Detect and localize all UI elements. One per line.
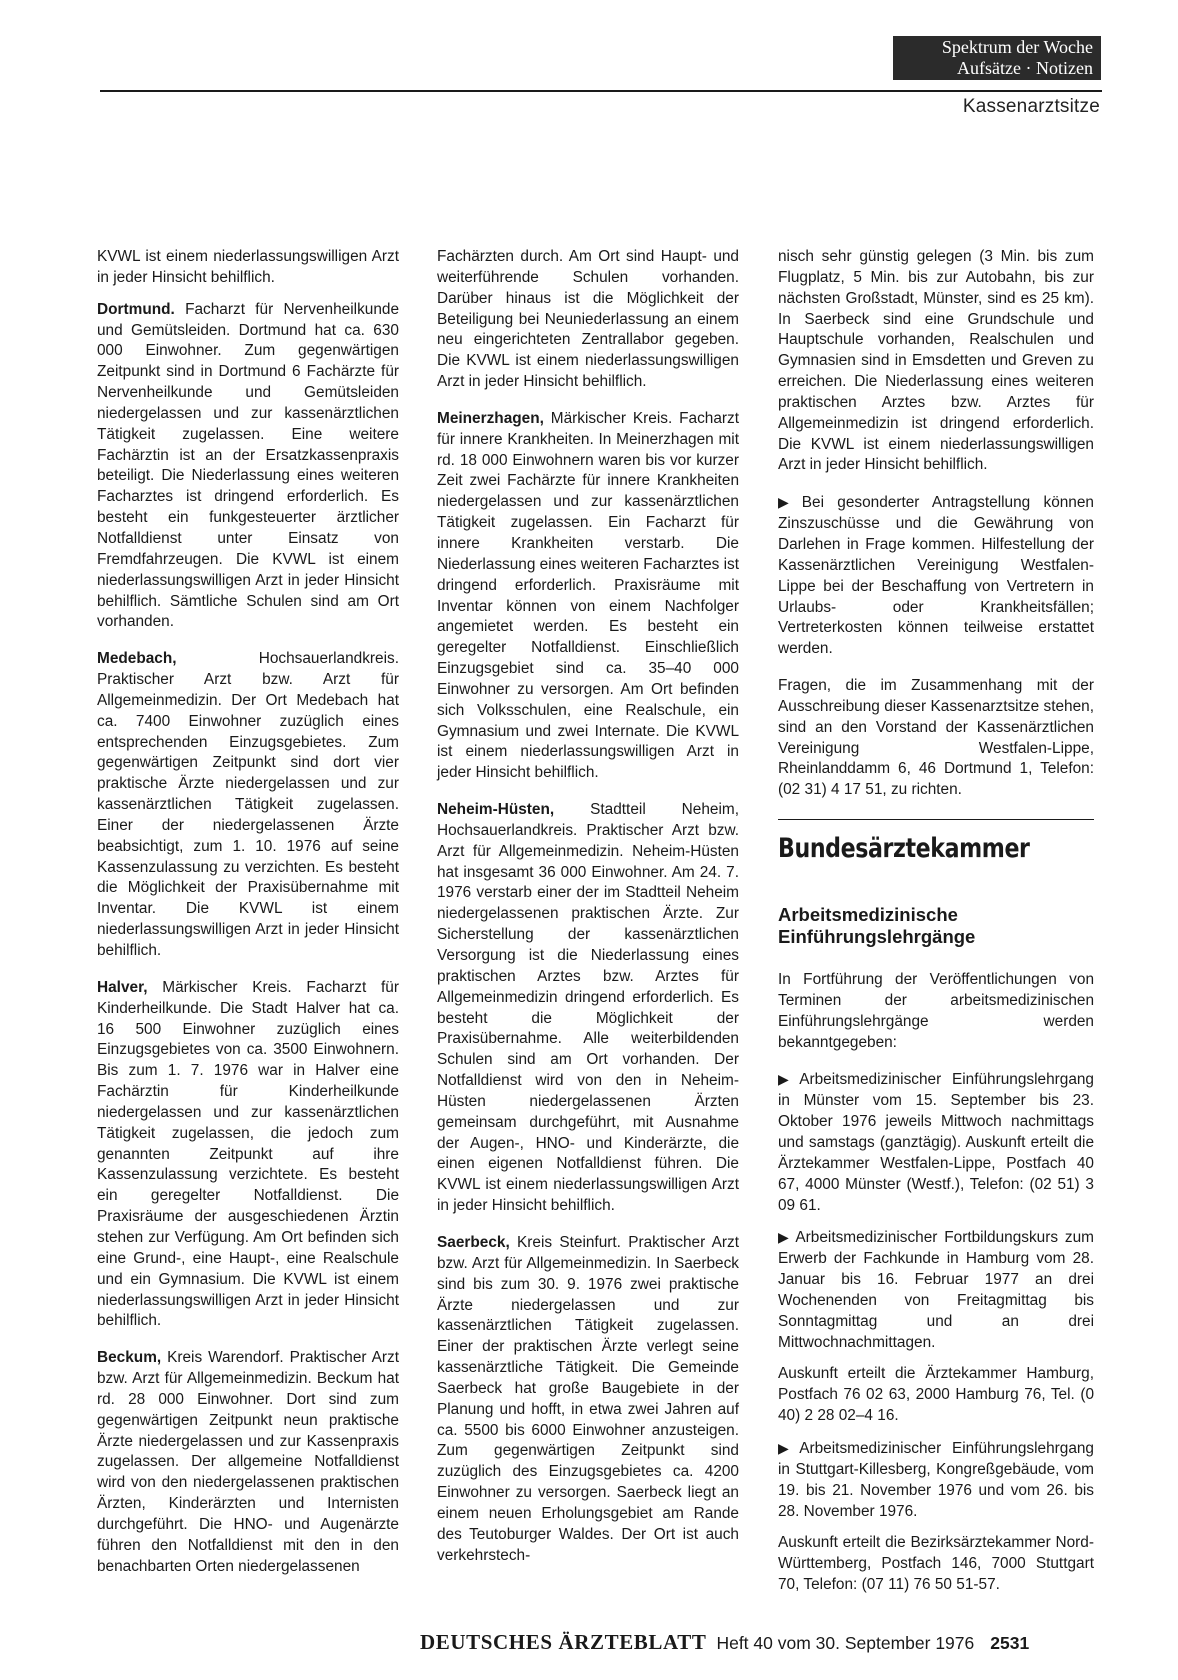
courses-intro: In Fortführung der Veröffentlichungen von Terminen der arbeitsmedizinischen Einführungslehrgänge werden bekanntgegeben:	[778, 971, 1094, 1051]
header-rule	[100, 90, 1102, 92]
issue-info: Heft 40 vom 30. September 1976	[716, 1633, 975, 1653]
course-stuttgart-info: Auskunft erteilt die Bezirksärztekammer Nord-Württemberg, Postfach 146, 7000 Stuttgart 70, Telefon: (07 11) 76 50 51-57.	[778, 1534, 1094, 1594]
course-text: Arbeitsmedizinischer Fortbildungskurs zum Erwerb der Fachkunde in Hamburg vom 28. Januar bis 16. Februar 1977 an drei Wochenenden von Freitagmittag bis Sonntagmittag und an drei Mittwochnachmittagen.	[778, 1229, 1094, 1351]
listing-place: Neheim-Hüsten,	[437, 801, 555, 819]
funding-notice	[778, 492, 1094, 660]
listing-meinerzhagen	[437, 409, 739, 784]
listing-text: Stadtteil Neheim, Hochsauerlandkreis. Praktischer Arzt bzw. Arzt für Allgemeinmedizin. Neheim-Hüsten hat insgesamt 36 000 Einwohner. Am 24. 7. 1976 verstarb einer der im Stadtteil Neheim niedergelassenen praktischen Ärzte. Zur Sicherstellung der kassenärztlichen Versorgung ist die Niederlassung eines praktischen Arztes bzw. Arztes für Allgemeinmedizin dringend erforderlich. Es besteht die Möglichkeit der Praxisübernahme. Alle weiterbildenden Schulen sind am Ort vorhanden. Der Notfalldienst wird von den in Neheim-Hüsten niedergelassenen Ärzten gemeinsam durchgeführt, mit Ausnahme der Augen-, HNO- und Kinderärzte, die einen eigenen Notfalldienst führen. Die KVWL ist einem niederlassungswilligen Arzt in jeder Hinsicht behilflich.	[437, 801, 739, 1215]
section-heading-bundesaerztekammer: Bundesärztekammer	[778, 833, 1030, 865]
listing-place: Beckum,	[97, 1349, 162, 1367]
section-badge	[893, 36, 1101, 80]
funding-notice-text: Bei gesonderter Antragstellung können Zinszuschüsse und die Gewährung von Darlehen in Frage kommen. Hilfestellung der Kassenärztlichen Vereinigung Westfalen-Lippe bei der Beschaffung von Vertretern in Urlaubs- oder Krankheitsfällen; Vertreterkosten können teilweise erstattet werden.	[778, 494, 1094, 658]
section-label: Kassenarztsitze	[962, 96, 1100, 117]
listing-neheim-huesten	[437, 800, 739, 1217]
course-hamburg-info: Auskunft erteilt die Ärztekammer Hamburg, Postfach 76 02 63, 2000 Hamburg 76, Tel. (0 40) 2 28 02–4 16.	[778, 1365, 1094, 1425]
listing-dortmund	[97, 300, 399, 634]
listing-place: Dortmund.	[97, 300, 175, 318]
column-1-intro: KVWL ist einem niederlassungswilligen Arzt in jeder Hinsicht behilflich.	[97, 248, 399, 286]
listing-place: Medebach,	[97, 650, 177, 668]
badge-line-2: Aufsätze · Notizen	[957, 58, 1093, 78]
badge-line-1: Spektrum der Woche	[941, 37, 1093, 57]
listing-saerbeck	[437, 1233, 739, 1567]
section-divider	[778, 819, 1094, 820]
course-muenster	[778, 1069, 1094, 1216]
subheading-line-1: Arbeitsmedizinische	[778, 904, 958, 926]
listing-place: Meinerzhagen,	[437, 409, 544, 427]
subheading-line-2: Einführungslehrgänge	[778, 926, 976, 948]
journal-title: DEUTSCHES ÄRZTEBLATT	[420, 1630, 707, 1654]
course-stuttgart	[778, 1438, 1094, 1522]
listing-text: Facharzt für Nervenheilkunde und Gemütsleiden. Dortmund hat ca. 630 000 Einwohner. Zum gegenwärtigen Zeitpunkt sind in Dortmund 6 Fachärzte für Nervenheilkunde und Gemütsleiden niedergelassen und zur kassenärztlichen Tätigkeit zugelassen. Eine weitere Fachärztin ist an der Ersatzkassenpraxis beteiligt. Die Niederlassung eines weiteren Facharztes ist dringend erforderlich. Es besteht ein funkgesteuerter ärztlicher Notfalldienst unter Einsatz von Fremdfahrzeugen. Die KVWL ist einem niederlassungswilligen Arzt in jeder Hinsicht behilflich. Sämtliche Schulen sind am Ort vorhanden.	[97, 300, 400, 631]
listing-text: Märkischer Kreis. Facharzt für Kinderheilkunde. Die Stadt Halver hat ca. 16 500 Einwohner zuzüglich eines Einzugsgebietes von ca. 3500 Einwohnern. Bis zum 1. 7. 1976 war in Halver eine Fachärztin für Kinderheilkunde niedergelassen und zur kassenärztlichen Tätigkeit zugelassen, die jedoch zum genannten Zeitpunkt auf ihre Kassenzulassung verzichtete. Es besteht ein geregelter Notfalldienst. Die Praxisräume der ausgeschiedenen Ärztin stehen zur Verfügung. Am Ort befinden sich eine Grund-, eine Haupt-, eine Realschule und ein Gymnasium. Die KVWL ist einem niederlassungswilligen Arzt in jeder Hinsicht behilflich.	[97, 978, 399, 1330]
listing-text: Kreis Steinfurt. Praktischer Arzt bzw. Arzt für Allgemeinmedizin. In Saerbeck sind bis zum 30. 9. 1976 zwei praktische Ärzte niedergelassen und zur kassenärztlichen Tätigkeit zugelassen. Einer der praktischen Ärzte verlegt seine kassenärztliche Tätigkeit. Die Gemeinde Saerbeck hat große Baugebiete in der Planung und hofft, in etwa zwei Jahren auf ca. 5500 bis 6000 Einwohner anzusteigen. Zum gegenwärtigen Zeitpunkt sind zuzüglich des Einzugsgebietes ca. 4200 Einwohner zu versorgen. Saerbeck liegt an einem neuen Erholungsgebiet am Rande des Teutoburger Waldes. Der Ort ist auch verkehrstech-	[437, 1233, 739, 1564]
arrow-bullet-icon: ▶	[778, 494, 798, 511]
course-text: Arbeitsmedizinischer Einführungslehrgang in Stuttgart-Killesberg, Kongreßgebäude, vom 19. bis 21. November 1976 und vom 26. bis 28. November 1976.	[778, 1439, 1094, 1520]
listing-beckum	[97, 1348, 399, 1577]
course-text: Arbeitsmedizinischer Einführungslehrgang in Münster vom 15. September bis 23. Oktober 1976 jeweils Mittwoch nachmittags und samstags (ganztägig). Auskunft erteilt die Ärztekammer Westfalen-Lippe, Postfach 40 67, 4000 Münster (Westf.), Telefon: (02 51) 3 09 61.	[778, 1071, 1094, 1214]
arrow-bullet-icon: ▶	[778, 1439, 796, 1456]
article-subheading	[778, 904, 1094, 948]
arrow-bullet-icon: ▶	[778, 1229, 792, 1246]
listing-text: Hochsauerlandkreis. Praktischer Arzt bzw. Arzt für Allgemeinmedizin. Der Ort Medebach hat ca. 7400 Einwohner zuzüglich eines entsprechenden Einzugsgebietes. Zum gegenwärtigen Zeitpunkt sind dort vier praktische Ärzte niedergelassen und zur kassenärztlichen Tätigkeit zugelassen. Einer der niedergelassenen Ärzte beabsichtigt, zum 1. 10. 1976 auf seine Kassenzulassung zu verzichten. Es besteht die Möglichkeit der Praxisübernahme mit Inventar. Die KVWL ist einem niederlassungswilligen Arzt in jeder Hinsicht behilflich.	[97, 650, 399, 959]
contact-paragraph: Fragen, die im Zusammenhang mit der Ausschreibung dieser Kassenarztsitze stehen, sind an den Vorstand der Kassenärztlichen Vereinigung Westfalen-Lippe, Rheinlanddamm 6, 46 Dortmund 1, Telefon: (02 31) 4 17 51, zu richten.	[778, 677, 1094, 799]
listing-text: Märkischer Kreis. Facharzt für innere Krankheiten. In Meinerzhagen mit rd. 18 000 Einwohnern waren bis vor kurzer Zeit zwei Fachärzte für innere Krankheiten niedergelassen und zur kassenärztlichen Tätigkeit zugelassen. Ein Facharzt für innere Krankheiten verstarb. Die Niederlassung eines weiteren Facharztes ist dringend erforderlich. Praxisräume mit Inventar können von einem Nachfolger angemietet werden. Es besteht ein geregelter Notfalldienst. Einschließlich Einzugsgebiet sind ca. 35–40 000 Einwohner zu versorgen. Am Ort befinden sich Volksschulen, eine Realschule, ein Gymnasium und zwei Internate. Die KVWL ist einem niederlassungswilligen Arzt in jeder Hinsicht behilflich.	[437, 409, 739, 782]
listing-place: Saerbeck,	[437, 1233, 510, 1251]
listing-text: Kreis Warendorf. Praktischer Arzt bzw. Arzt für Allgemeinmedizin. Beckum hat rd. 28 000 Einwohner. Dort sind zum gegenwärtigen Zeitpunkt neun praktische Ärzte niedergelassen und zur Kassenpraxis zugelassen. Der allgemeine Notfalldienst wird von den niedergelassenen praktischen Ärzten, Kinderärzten und Internisten durchgeführt. Die HNO- und Augenärzte führen den Notfalldienst mit den in den benachbarten Orten niedergelassenen	[97, 1349, 399, 1575]
article-column-1	[97, 247, 399, 1593]
column-3-intro: nisch sehr günstig gelegen (3 Min. bis zum Flugplatz, 5 Min. bis zur Autobahn, bis zur nächsten Großstadt, Münster, sind es 25 km). In Saerbeck sind eine Grundschule und Hauptschule vorhanden, Realschulen und Gymnasien sind in Emsdetten und Greven zu erreichen. Die Niederlassung eines weiteren praktischen Arztes bzw. Arztes für Allgemeinmedizin ist dringend erforderlich. Die KVWL ist einem niederlassungswilligen Arzt in jeder Hinsicht behilflich.	[778, 248, 1094, 474]
article-column-3	[778, 247, 1094, 1607]
listing-medebach	[97, 649, 399, 962]
column-2-intro: Fachärzten durch. Am Ort sind Haupt- und weiterführende Schulen vorhanden. Darüber hinaus ist die Möglichkeit der Beteiligung bei Neuniederlassung an einem neu eingerichteten Zentrallabor gegeben. Die KVWL ist einem niederlassungswilligen Arzt in jeder Hinsicht behilflich.	[437, 248, 739, 391]
arrow-bullet-icon: ▶	[778, 1071, 796, 1088]
course-hamburg	[778, 1227, 1094, 1353]
page-number: 2531	[990, 1633, 1030, 1653]
listing-place: Halver,	[97, 978, 148, 996]
page-footer	[420, 1630, 1102, 1655]
article-column-2	[437, 247, 739, 1582]
listing-halver	[97, 978, 399, 1332]
